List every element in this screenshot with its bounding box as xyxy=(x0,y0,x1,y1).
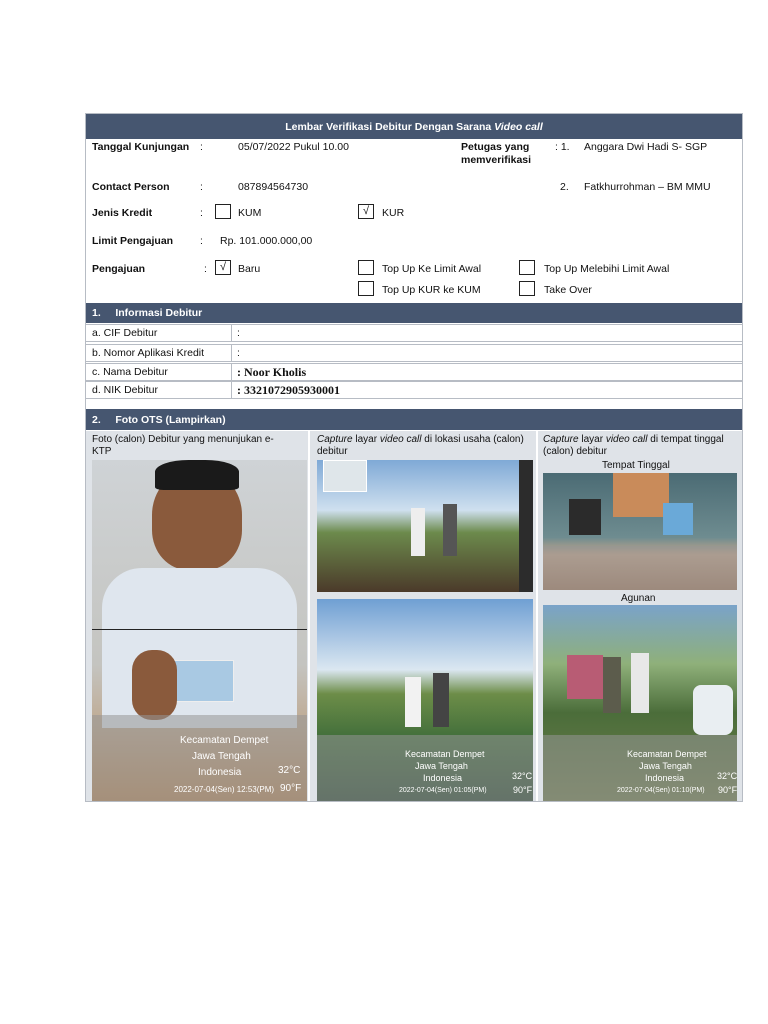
watermark: Kecamatan Dempet Jawa Tengah Indonesia 32°C 90°F 2022-07-04(Sen) 01:10(PM) xyxy=(543,735,737,801)
tempat-tinggal-label: Tempat Tinggal xyxy=(602,460,670,471)
petugas-1-num: : 1. xyxy=(555,141,570,153)
ktp-card xyxy=(170,660,234,702)
limit-value: Rp. 101.000.000,00 xyxy=(220,235,313,247)
table-row xyxy=(86,381,742,399)
kur-checkbox[interactable]: √ xyxy=(358,204,374,219)
form-title-bar xyxy=(86,114,742,139)
col1-caption: Foto (calon) Debitur yang menunjukan e-KTP xyxy=(92,434,274,457)
table-row xyxy=(86,344,742,362)
topup-melebihi-label: Top Up Melebihi Limit Awal xyxy=(544,263,670,275)
take-over-checkbox[interactable] xyxy=(519,281,535,296)
form-title-italic: Video call xyxy=(494,120,543,133)
col2-caption: Capture layar video call di lokasi usaha (calon) debitur xyxy=(317,434,524,457)
cif-value: : xyxy=(237,327,240,339)
topup-kur-kum-checkbox[interactable] xyxy=(358,281,374,296)
petugas-label: Petugas yang memverifikasi xyxy=(461,141,532,166)
topup-limit-awal-checkbox[interactable] xyxy=(358,260,374,275)
contact-colon: : xyxy=(200,181,203,193)
debtor-ktp-photo xyxy=(92,460,307,801)
topup-limit-awal-label: Top Up Ke Limit Awal xyxy=(382,263,482,275)
cif-label: a. CIF Debitur xyxy=(92,327,158,339)
limit-colon: : xyxy=(200,235,203,247)
limit-label: Limit Pengajuan xyxy=(92,235,174,247)
kum-checkbox[interactable] xyxy=(215,204,231,219)
table-row xyxy=(86,324,742,342)
collateral-photo xyxy=(543,605,737,801)
verification-form xyxy=(85,113,743,802)
section1-title: 1. Informasi Debitur xyxy=(92,307,203,319)
nomor-aplikasi-value: : xyxy=(237,347,240,359)
take-over-label: Take Over xyxy=(544,284,592,296)
residence-photo xyxy=(543,473,737,590)
kur-label: KUR xyxy=(382,207,405,219)
pengajuan-colon: : xyxy=(204,263,207,275)
nik-value: : 3321072905930001 xyxy=(237,383,340,397)
form-title: Lembar Verifikasi Debitur Dengan Sarana xyxy=(285,120,495,133)
business-call-photo-1 xyxy=(317,460,533,592)
nomor-aplikasi-label: b. Nomor Aplikasi Kredit xyxy=(92,347,205,359)
petugas-1: Anggara Dwi Hadi S- SGP xyxy=(584,141,708,153)
section2-title: 2. Foto OTS (Lampirkan) xyxy=(92,413,226,426)
jenis-colon: : xyxy=(200,207,203,219)
section2-header xyxy=(86,409,742,430)
agunan-label: Agunan xyxy=(621,593,656,604)
nik-label: d. NIK Debitur xyxy=(92,384,158,396)
petugas-2: Fatkhurrohman – BM MMU xyxy=(584,181,711,193)
kum-label: KUM xyxy=(238,207,262,219)
baru-checkbox[interactable]: √ xyxy=(215,260,231,275)
watermark: Kecamatan Dempet Jawa Tengah Indonesia 32°C 90°F 2022-07-04(Sen) 12:53(PM) xyxy=(92,715,307,801)
tanggal-label: Tanggal Kunjungan xyxy=(92,141,190,153)
topup-melebihi-checkbox[interactable] xyxy=(519,260,535,275)
tanggal-colon: : xyxy=(200,141,203,153)
watermark: Kecamatan Dempet Jawa Tengah Indonesia 32°C 90°F 2022-07-04(Sen) 01:05(PM) xyxy=(317,735,533,801)
petugas-2-num: 2. xyxy=(560,181,569,193)
section1-header xyxy=(86,303,742,323)
col3-caption: Capture layar video call di tempat tinggal (calon) debitur xyxy=(543,434,724,457)
photo-area xyxy=(86,431,742,801)
pengajuan-label: Pengajuan xyxy=(92,263,146,275)
nama-label: c. Nama Debitur xyxy=(92,366,168,378)
table-row xyxy=(86,363,742,381)
tanggal-value: 05/07/2022 Pukul 10.00 xyxy=(238,141,349,153)
baru-label: Baru xyxy=(238,263,261,275)
contact-label: Contact Person xyxy=(92,181,170,193)
jenis-label: Jenis Kredit xyxy=(92,207,153,219)
nama-value: : Noor Kholis xyxy=(237,365,307,379)
contact-value: 087894564730 xyxy=(238,181,309,193)
business-call-photo-2 xyxy=(317,599,533,801)
topup-kur-kum-label: Top Up KUR ke KUM xyxy=(382,284,481,296)
